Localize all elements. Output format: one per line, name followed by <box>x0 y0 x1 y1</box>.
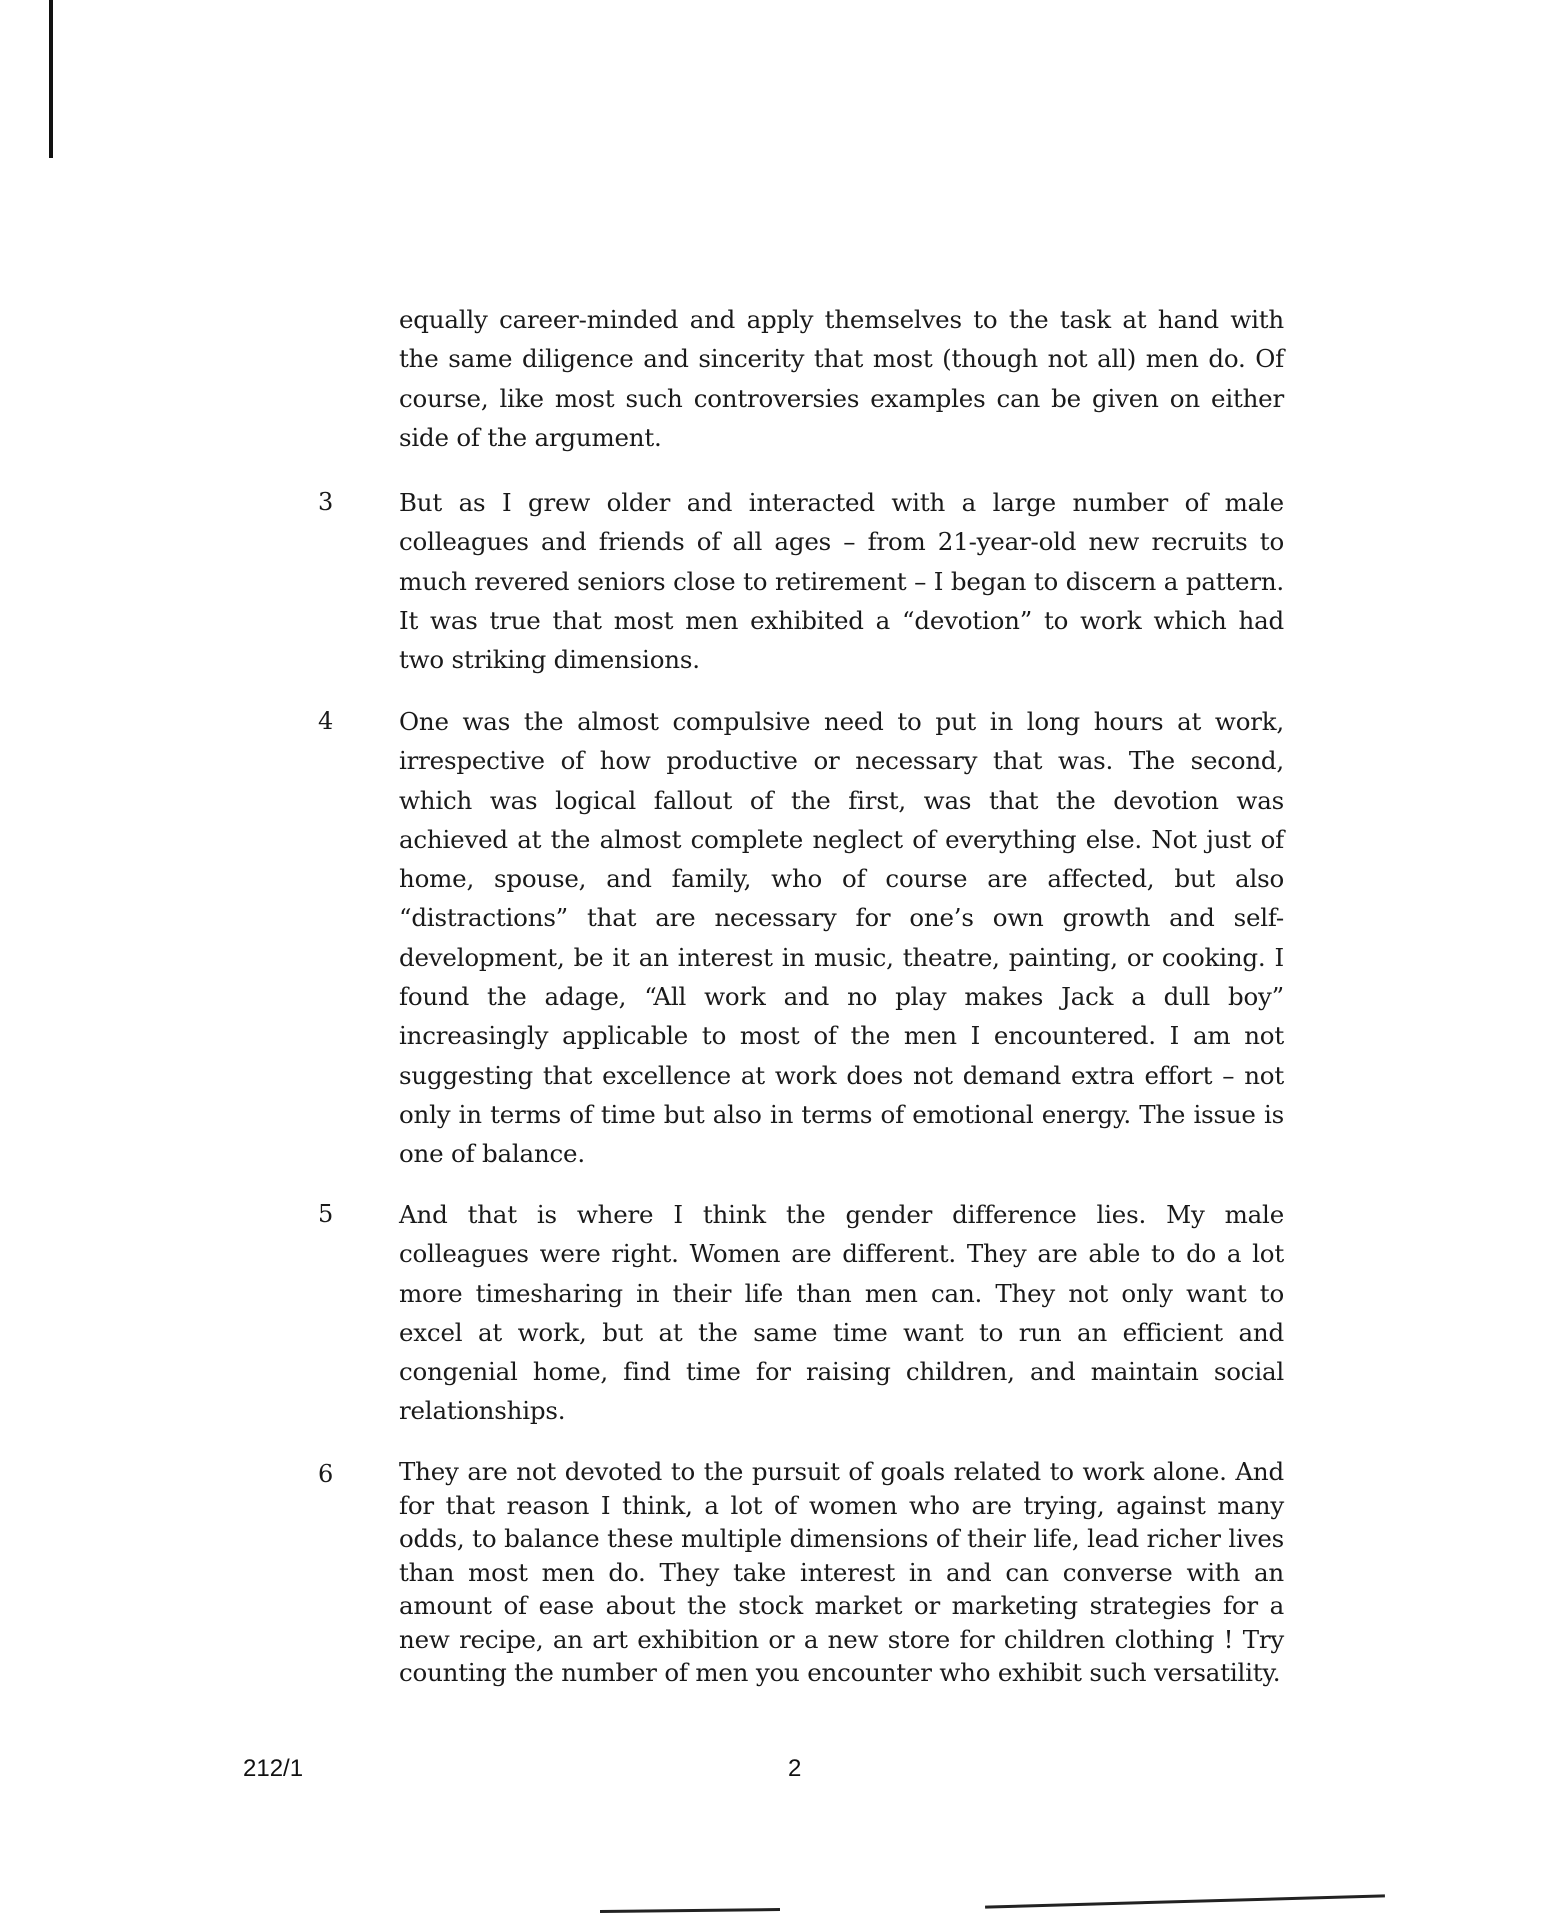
page-number: 2 <box>788 1755 802 1782</box>
paper-code: 212/1 <box>243 1755 304 1782</box>
paragraph-number: 6 <box>318 1460 334 1488</box>
scan-artifact-line <box>985 1894 1385 1908</box>
paragraph-text: equally career-minded and apply themselves to the task at hand with the same diligence and sincerity that most (though not all) men do. Of course, like most such controversies examples can be given on either side of the argument. <box>399 305 1284 452</box>
paragraph-number: 4 <box>318 707 334 735</box>
paragraph-number: 3 <box>318 488 334 516</box>
scan-margin-bar <box>49 0 53 158</box>
paragraph-text: One was the almost compulsive need to put in long hours at work, irrespective of how productive or necessary that was. The second, which was logical fallout of the first, was that the devotion was achieved at the almost complete neglect of everything else. Not just of home, spouse, and family, who of course are affected, but also “distractions” that are necessary for one’s own growth and self-development, be it an interest in music, theatre, painting, or cooking. I found the adage, “All work and no play makes Jack a dull boy” increasingly applicable to most of the men I encountered. I am not suggesting that excellence at work does not demand extra effort – not only in terms of time but also in terms of emotional energy. The issue is one of balance. <box>399 707 1284 1169</box>
scan-artifact-line <box>600 1908 780 1913</box>
paragraph-text: And that is where I think the gender difference lies. My male colleagues were right. Women are different. They are able to do a lot more timesharing in their life than men can. They not only want to excel at work, but at the same time want to run an efficient and congenial home, find time for raising children, and maintain social relationships. <box>399 1200 1284 1426</box>
paragraph-text: But as I grew older and interacted with a large number of male colleagues and friends of all ages – from 21-year-old new recruits to much revered seniors close to retirement – I began to discern a pattern. It was true that most men exhibited a “devotion” to work which had two striking dimensions. <box>399 488 1284 675</box>
paragraph-text: They are not devoted to the pursuit of goals related to work alone. And for that reason I think, a lot of women who are trying, against many odds, to balance these multiple dimensions of their life, lead richer lives than most men do. They take interest in and can converse with an amount of ease about the stock market or marketing strategies for a new recipe, an art exhibition or a new store for children clothing ! Try counting the number of men you encounter who exhibit such versatility. <box>399 1457 1284 1687</box>
paragraph-number: 5 <box>318 1200 334 1228</box>
